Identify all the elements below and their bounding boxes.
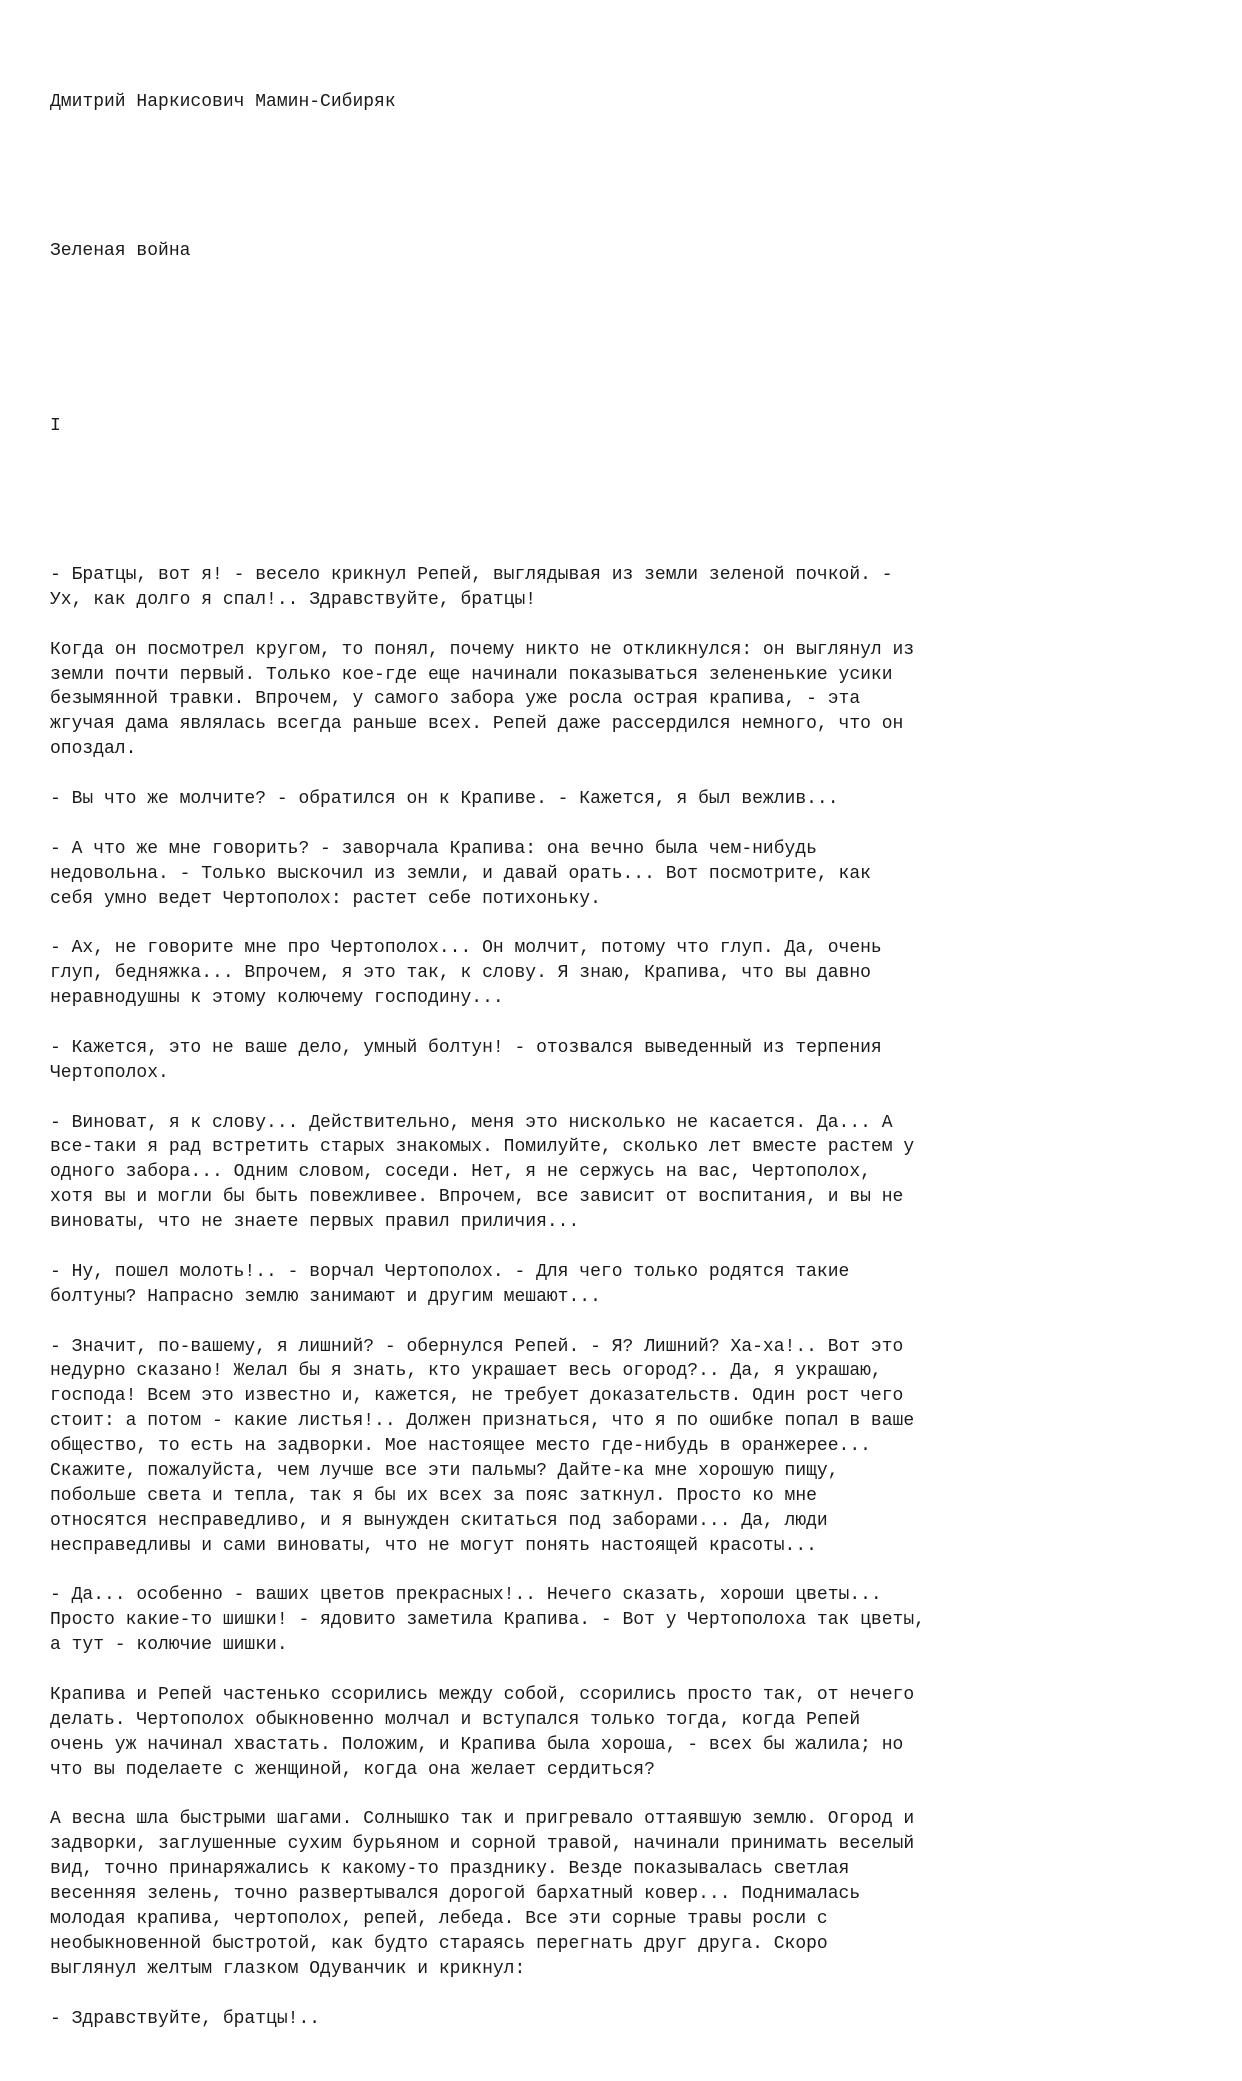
paragraph-line: - Виноват, я к слову... Действительно, меня это нисколько не касается. Да... А <box>50 1112 893 1133</box>
paragraph-line: все-таки я рад встретить старых знакомых. Помилуйте, сколько лет вместе растем у <box>50 1137 915 1158</box>
paragraph-line: задворки, заглушенные сухим бурьяном и сорной травой, начинали принимать веселый <box>50 1834 915 1855</box>
paragraph <box>50 1260 1180 1310</box>
paragraph <box>50 1036 1180 1086</box>
paragraph-line: Ух, как долго я спал!.. Здравствуйте, братцы! <box>50 589 537 610</box>
paragraph <box>50 837 1180 912</box>
chapter-heading: I <box>50 415 61 436</box>
paragraph-line: выглянул желтым глазком Одуванчик и крикнул: <box>50 1958 526 1979</box>
paragraph-line: - Здравствуйте, братцы!.. <box>50 2008 321 2029</box>
paragraph-line: недовольна. - Только выскочил из земли, и давай орать... Вот посмотрите, как <box>50 863 871 884</box>
paragraph <box>50 787 1180 812</box>
spacer <box>50 1086 1180 1111</box>
paragraph-line: необыкновенной быстротой, как будто стараясь перегнать друг друга. Скоро <box>50 1933 828 1954</box>
paragraph-line: безымянной травки. Впрочем, у самого забора уже росла острая крапива, - эта <box>50 689 861 710</box>
paragraph-line: относятся несправедливо, и я вынужден скитаться под заборами... Да, люди <box>50 1510 828 1531</box>
paragraph <box>50 638 1180 762</box>
paragraph-line: делать. Чертополох обыкновенно молчал и вступался только тогда, когда Репей <box>50 1709 861 1730</box>
paragraph-line: А весна шла быстрыми шагами. Солнышко так и пригревало оттаявшую землю. Огород и <box>50 1809 915 1830</box>
paragraph-line: - Да... особенно - ваших цветов прекрасных!.. Нечего сказать, хороши цветы... <box>50 1585 882 1606</box>
spacer <box>50 1783 1180 1808</box>
paragraph-line: неравнодушны к этому колючему господину... <box>50 988 504 1009</box>
paragraph-line: себя умно ведет Чертополох: растет себе потихоньку. <box>50 888 601 909</box>
paragraph <box>50 936 1180 1011</box>
paragraph <box>50 1807 1180 1981</box>
paragraph-line: хотя вы и могли бы быть повежливее. Впрочем, все зависит от воспитания, и вы не <box>50 1187 904 1208</box>
spacer <box>50 488 1180 513</box>
spacer <box>50 613 1180 638</box>
paragraph <box>50 2007 1180 2032</box>
paragraph-line: - Ну, пошел молоть!.. - ворчал Чертополох. - Для чего только родятся такие <box>50 1261 850 1282</box>
spacer <box>50 1235 1180 1260</box>
paragraph-line: а тут - колючие шишки. <box>50 1635 288 1656</box>
paragraph <box>50 563 1180 613</box>
paragraph <box>50 1335 1180 1559</box>
paragraph <box>50 1111 1180 1235</box>
spacer <box>50 314 1180 364</box>
paragraph-line: - Кажется, это не ваше дело, умный болтун! - отозвался выведенный из терпения <box>50 1037 882 1058</box>
spacer <box>50 812 1180 837</box>
paragraph-line: болтуны? Напрасно землю занимают и другим мешают... <box>50 1286 601 1307</box>
paragraph-line: - Значит, по-вашему, я лишний? - обернулся Репей. - Я? Лишний? Ха-ха!.. Вот это <box>50 1336 904 1357</box>
paragraph-line: Крапива и Репей частенько ссорились между собой, ссорились просто так, от нечего <box>50 1685 915 1706</box>
paragraph-line: - А что же мне говорить? - заворчала Крапива: она вечно была чем-нибудь <box>50 838 817 859</box>
author-line: Дмитрий Наркисович Мамин-Сибиряк <box>50 91 396 112</box>
paragraph-line: опоздал. <box>50 739 137 760</box>
spacer <box>50 1011 1180 1036</box>
paragraph-line: что вы поделаете с женщиной, когда она желает сердиться? <box>50 1759 655 1780</box>
paragraph-line: глуп, бедняжка... Впрочем, я это так, к слову. Я знаю, Крапива, что вы давно <box>50 963 871 984</box>
paragraph-line: недурно сказано! Желал бы я знать, кто украшает весь огород?.. Да, я украшаю, <box>50 1361 882 1382</box>
paragraph-line: молодая крапива, чертополох, репей, лебеда. Все эти сорные травы росли с <box>50 1909 828 1930</box>
paragraph-line: несправедливы и сами виноваты, что не могут понять настоящей красоты... <box>50 1535 817 1556</box>
paragraph-line: вид, точно принаряжались к какому-то празднику. Везде показывалась светлая <box>50 1859 850 1880</box>
paragraph-line: виноваты, что не знаете первых правил приличия... <box>50 1212 580 1233</box>
paragraph-line: - Вы что же молчите? - обратился он к Крапиве. - Кажется, я был вежлив... <box>50 788 839 809</box>
paragraph-line: одного забора... Одним словом, соседи. Нет, я не сержусь на вас, Чертополох, <box>50 1162 871 1183</box>
document-text <box>50 40 1180 2081</box>
spacer <box>50 1310 1180 1335</box>
paragraph-line: очень уж начинал хвастать. Положим, и Крапива была хороша, - всех бы жалила; но <box>50 1734 904 1755</box>
spacer <box>50 762 1180 787</box>
spacer <box>50 165 1180 190</box>
paragraph-line: стоит: а потом - какие листья!.. Должен признаться, что я по ошибке попал в ваше <box>50 1411 915 1432</box>
paragraph-line: господа! Всем это известно и, кажется, не требует доказательств. Один рост чего <box>50 1386 904 1407</box>
paragraph-line: общество, то есть на задворки. Мое настоящее место где-нибудь в оранжерее... <box>50 1436 871 1457</box>
paragraph-line: жгучая дама являлась всегда раньше всех. Репей даже рассердился немного, что он <box>50 714 904 735</box>
paragraph-line: земли почти первый. Только кое-где еще начинали показываться зелененькие усики <box>50 664 893 685</box>
paragraph-line: побольше света и тепла, так я бы их всех за пояс заткнул. Просто ко мне <box>50 1485 817 1506</box>
paragraph-line: весенняя зелень, точно развертывался дорогой бархатный ковер... Поднималась <box>50 1884 861 1905</box>
spacer <box>50 1982 1180 2007</box>
paragraphs <box>50 563 1180 2032</box>
title-line: Зеленая война <box>50 241 191 262</box>
paragraph-line: Просто какие-то шишки! - ядовито заметила Крапива. - Вот у Чертополоха так цветы, <box>50 1610 925 1631</box>
spacer <box>50 1559 1180 1584</box>
spacer <box>50 1658 1180 1683</box>
paragraph-line: Чертополох. <box>50 1062 169 1083</box>
paragraph-line: Когда он посмотрел кругом, то понял, почему никто не откликнулся: он выглянул из <box>50 639 915 660</box>
paragraph-line: - Братцы, вот я! - весело крикнул Репей, выглядывая из земли зеленой почкой. - <box>50 564 893 585</box>
paragraph-line: - Ах, не говорите мне про Чертополох... Он молчит, потому что глуп. Да, очень <box>50 938 882 959</box>
paragraph <box>50 1583 1180 1658</box>
paragraph <box>50 1683 1180 1783</box>
paragraph-line: Скажите, пожалуйста, чем лучше все эти пальмы? Дайте-ка мне хорошую пищу, <box>50 1461 839 1481</box>
spacer <box>50 911 1180 936</box>
